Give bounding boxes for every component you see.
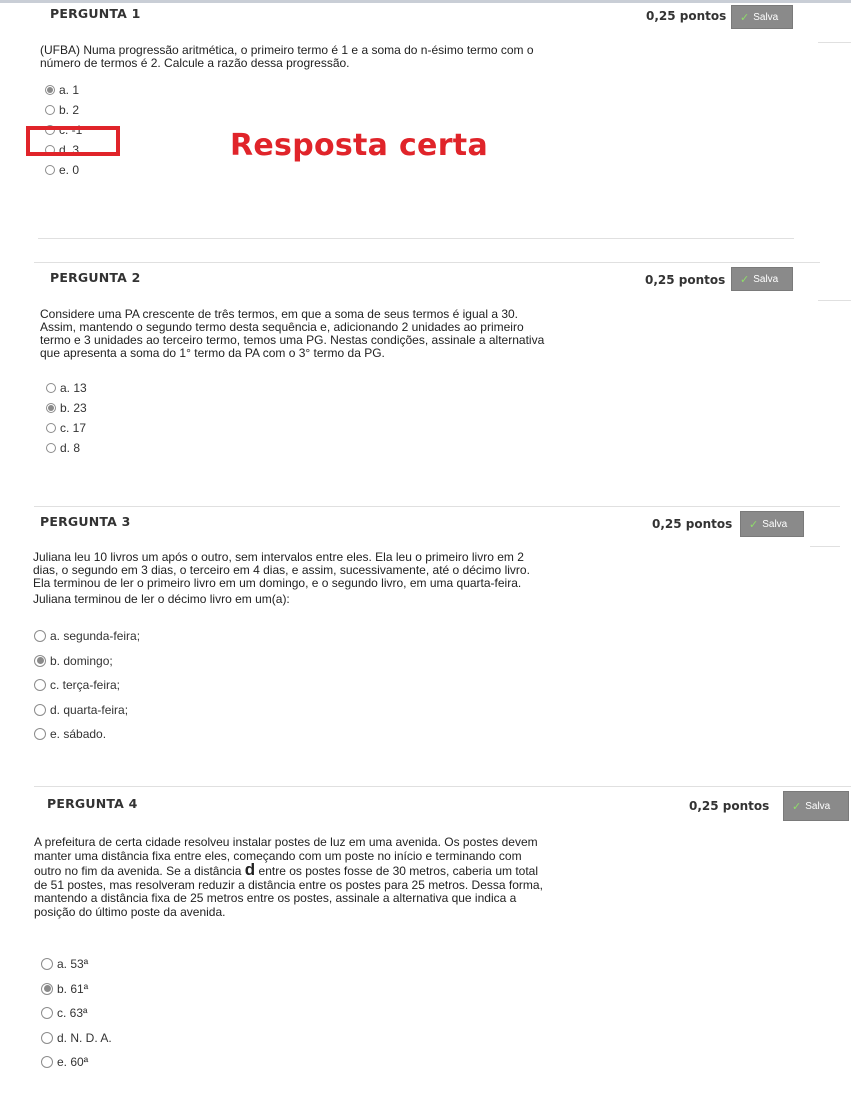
question-text-line: posição do último poste da avenida. — [34, 904, 226, 919]
option-label: c. 63ª — [57, 1006, 88, 1021]
option-b[interactable] — [34, 649, 140, 674]
option-b[interactable] — [46, 398, 87, 418]
option-label: a. 1 — [59, 83, 80, 97]
option-label: b. 23 — [60, 401, 87, 415]
question-text-line: Juliana leu 10 livros um após o outro, sem intervalos entre eles. Ela leu o primeiro livro em 2 — [33, 550, 524, 564]
question-title: PERGUNTA 4 — [47, 796, 138, 811]
divider — [34, 786, 851, 787]
radio-button-icon[interactable] — [41, 983, 53, 995]
option-label: a. 53ª — [57, 957, 89, 972]
option-label: e. 60ª — [57, 1055, 89, 1070]
question-title: PERGUNTA 1 — [50, 6, 141, 21]
option-c[interactable] — [46, 418, 87, 438]
option-c[interactable] — [41, 1001, 112, 1026]
option-label: d. 3 — [59, 143, 80, 157]
question-text — [40, 44, 640, 70]
option-label: d. 8 — [60, 441, 81, 455]
saved-status-button — [731, 5, 793, 29]
radio-button-icon[interactable] — [41, 958, 53, 970]
divider — [34, 262, 820, 263]
option-label: b. 2 — [59, 103, 80, 117]
question-text-line: Assim, mantendo o segundo termo desta sequência e, adicionando 2 unidades ao primeiro — [40, 320, 524, 334]
divider — [818, 42, 851, 43]
saved-label: Salva — [753, 273, 779, 285]
option-label: a. segunda-feira; — [50, 629, 141, 644]
options-list — [46, 378, 87, 458]
saved-label: Salva — [762, 518, 788, 530]
option-label: c. 17 — [60, 421, 87, 435]
question-text-line: Considere uma PA crescente de três termos, em que a soma de seus termos é igual a 30. — [40, 307, 519, 321]
radio-button-icon[interactable] — [41, 1007, 53, 1019]
radio-button-icon[interactable] — [46, 383, 56, 393]
option-a[interactable] — [45, 80, 82, 100]
radio-button-icon[interactable] — [34, 630, 46, 642]
radio-button-icon[interactable] — [46, 403, 56, 413]
divider — [34, 506, 840, 507]
option-label: e. 0 — [59, 163, 80, 177]
question-prompt: Juliana terminou de ler o décimo livro em um(a): — [33, 592, 290, 606]
question-text-line: mantendo a distância fixa de 25 metros entre os postes, assinale a alternativa que indica a — [34, 891, 517, 906]
options-list — [34, 624, 140, 747]
question-text-line: manter uma distância fixa entre eles, começando com um poste no início e terminando com — [34, 848, 522, 863]
check-icon: ✓ — [749, 518, 759, 531]
option-e[interactable] — [41, 1050, 112, 1075]
option-d[interactable] — [41, 1026, 112, 1051]
radio-button-icon[interactable] — [46, 423, 56, 433]
radio-button-icon[interactable] — [34, 728, 46, 740]
radio-button-icon[interactable] — [45, 165, 55, 175]
radio-button-icon[interactable] — [34, 704, 46, 716]
question-text-line: termo e 3 unidades ao terceiro termo, temos uma PG. Nestas condições, assinale a alternativa — [40, 333, 545, 347]
option-b[interactable] — [41, 977, 112, 1002]
option-label: e. sábado. — [50, 727, 107, 742]
radio-button-icon[interactable] — [41, 1056, 53, 1068]
option-d[interactable] — [46, 438, 87, 458]
question-text-line: (UFBA) Numa progressão aritmética, o primeiro termo é 1 e a soma do n-ésimo termo com o — [40, 43, 534, 57]
saved-status-button — [731, 267, 793, 291]
points-label: 0,25 pontos — [645, 273, 726, 287]
question-text — [40, 308, 640, 360]
question-text — [33, 551, 643, 606]
option-label: c. terça-feira; — [50, 678, 121, 693]
text-segment: entre os postes fosse de 30 metros, caberia um total — [255, 864, 539, 879]
divider — [810, 546, 840, 547]
option-e[interactable] — [45, 160, 82, 180]
points-label: 0,25 pontos — [646, 9, 727, 23]
question-text-line: Ela terminou de ler o primeiro livro em um domingo, e o segundo livro, em uma quarta-feira. — [33, 576, 522, 590]
points-label: 0,25 pontos — [652, 517, 733, 531]
question-text — [34, 836, 662, 920]
option-label: c. -1 — [59, 123, 83, 137]
question-text-line: número de termos é 2. Calcule a razão dessa progressão. — [40, 56, 350, 70]
option-label: b. domingo; — [50, 653, 113, 668]
saved-status-button — [783, 791, 849, 821]
radio-button-icon[interactable] — [34, 655, 46, 667]
option-label: d. quarta-feira; — [50, 702, 129, 717]
question-text-line: A prefeitura de certa cidade resolveu instalar postes de luz em uma avenida. Os postes devem — [34, 835, 538, 849]
highlight-box — [26, 126, 120, 156]
question-text-line: de 51 postes, mas resolveram reduzir a distância entre os postes para 25 metros. Dessa forma, — [34, 877, 543, 892]
saved-status-button — [740, 511, 804, 537]
option-a[interactable] — [41, 952, 112, 977]
option-a[interactable] — [46, 378, 87, 398]
text-segment: outro no fim da avenida. Se a distância — [34, 864, 245, 879]
top-border — [0, 0, 851, 3]
radio-button-icon[interactable] — [45, 105, 55, 115]
option-a[interactable] — [34, 624, 140, 649]
variable-d: d — [244, 860, 256, 880]
radio-button-icon[interactable] — [34, 679, 46, 691]
radio-button-icon[interactable] — [46, 443, 56, 453]
question-text-line: dias, o segundo em 3 dias, o terceiro em 4 dias, e assim, sucessivamente, até o décimo livro. — [33, 563, 530, 577]
divider — [818, 300, 851, 301]
divider — [38, 238, 794, 239]
option-e[interactable] — [34, 722, 140, 747]
question-title: PERGUNTA 3 — [40, 514, 131, 529]
annotation-text: Resposta certa — [230, 128, 488, 163]
option-c[interactable] — [34, 673, 140, 698]
check-icon: ✓ — [740, 11, 750, 24]
option-label: b. 61ª — [57, 981, 89, 996]
options-list — [41, 952, 112, 1075]
saved-label: Salva — [805, 800, 831, 812]
question-text-line — [34, 860, 662, 880]
option-d[interactable] — [34, 698, 140, 723]
check-icon: ✓ — [740, 273, 750, 286]
option-label: a. 13 — [60, 381, 87, 395]
question-title: PERGUNTA 2 — [50, 270, 141, 285]
points-label: 0,25 pontos — [689, 799, 770, 813]
question-text-line: que apresenta a soma do 1° termo da PA com o 3° termo da PG. — [40, 346, 385, 360]
option-b[interactable] — [45, 100, 82, 120]
saved-label: Salva — [753, 11, 779, 23]
radio-button-icon[interactable] — [45, 85, 55, 95]
check-icon: ✓ — [792, 800, 802, 813]
radio-button-icon[interactable] — [41, 1032, 53, 1044]
option-label: d. N. D. A. — [57, 1030, 112, 1045]
